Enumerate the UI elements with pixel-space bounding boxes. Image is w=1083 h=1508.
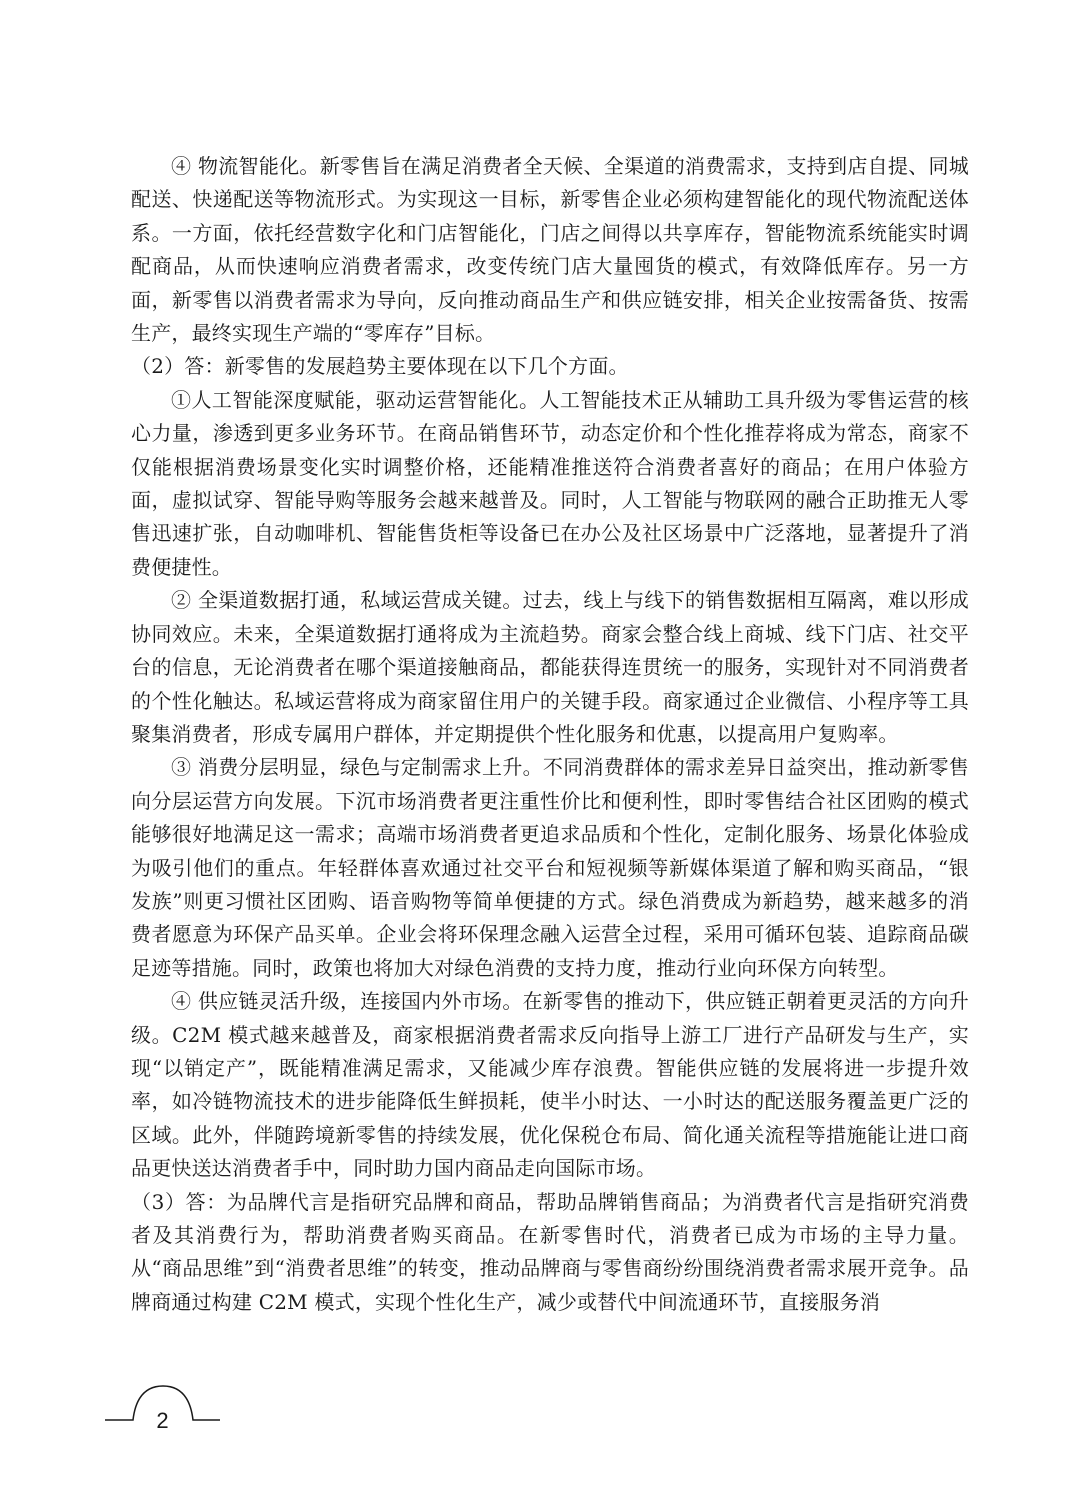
paragraph-answer-3: （3）答：为品牌代言是指研究品牌和商品，帮助品牌销售商品；为消费者代言是指研究消费者及其消费行为，帮助消费者购买商品。在新零售时代，消费者已成为市场的主导力量。从“商品思维”到“消费者思维”的转变，推动品牌商与零售商纷纷围绕消费者需求展开竞争。品牌商通过构建 C2M 模式，实现个性化生产，减少或替代中间流通环节，直接服务消 [131,1189,969,1314]
paragraph-ai-empowerment: ①人工智能深度赋能，驱动运营智能化。人工智能技术正从辅助工具升级为零售运营的核心力量，渗透到更多业务环节。在商品销售环节，动态定价和个性化推荐将成为常态，商家不仅能根据消费场景变化实时调整价格，还能精准推送符合消费者喜好的商品；在用户体验方面，虚拟试穿、智能导购等服务会越来越普及。同时，人工智能与物联网的融合正助推无人零售迅速扩张，自动咖啡机、智能售货柜等设备已在办公及社区场景中广泛落地，显著提升了消费便捷性。 [131,387,969,579]
paragraph-answer-2-heading: （2）答：新零售的发展趋势主要体现在以下几个方面。 [131,354,629,379]
body-text [131,150,969,1319]
page-number-ornament [105,1384,220,1444]
paragraph-logistics: ④ 物流智能化。新零售旨在满足消费者全天候、全渠道的消费需求，支持到店自提、同城配送、快递配送等物流形式。为实现这一目标，新零售企业必须构建智能化的现代物流配送体系。一方面，依托经营数字化和门店智能化，门店之间得以共享库存，智能物流系统能实时调配商品，从而快速响应消费者需求，改变传统门店大量囤货的模式，有效降低库存。另一方面，新零售以消费者需求为导向，反向推动商品生产和供应链安排，相关企业按需备货、按需生产，最终实现生产端的“零库存”目标。 [131,154,969,346]
paragraph-supply-chain: ④ 供应链灵活升级，连接国内外市场。在新零售的推动下，供应链正朝着更灵活的方向升级。C2M 模式越来越普及，商家根据消费者需求反向指导上游工厂进行产品研发与生产，实现“以销定产”，既能精准满足需求，又能减少库存浪费。智能供应链的发展将进一步提升效率，如冷链物流技术的进步能降低生鲜损耗，使半小时达、一小时达的配送服务覆盖更广泛的区域。此外，伴随跨境新零售的持续发展，优化保税仓布局、简化通关流程等措施能让进口商品更快送达消费者手中，同时助力国内商品走向国际市场。 [131,989,969,1181]
paragraph-consumption-tiering: ③ 消费分层明显，绿色与定制需求上升。不同消费群体的需求差异日益突出，推动新零售向分层运营方向发展。下沉市场消费者更注重性价比和便利性，即时零售结合社区团购的模式能够很好地满足这一需求；高端市场消费者更追求品质和个性化，定制化服务、场景化体验成为吸引他们的重点。年轻群体喜欢通过社交平台和短视频等新媒体渠道了解和购买商品，“银发族”则更习惯社区团购、语音购物等简单便捷的方式。绿色消费成为新趋势，越来越多的消费者愿意为环保产品买单。企业会将环保理念融入运营全过程，采用可循环包装、追踪商品碳足迹等措施。同时，政策也将加大对绿色消费的支持力度，推动行业向环保方向转型。 [131,755,969,980]
page-number: 2 [156,1408,169,1433]
paragraph-omnichannel-data: ② 全渠道数据打通，私域运营成关键。过去，线上与线下的销售数据相互隔离，难以形成协同效应。未来，全渠道数据打通将成为主流趋势。商家会整合线上商城、线下门店、社交平台的信息，无论消费者在哪个渠道接触商品，都能获得连贯统一的服务，实现针对不同消费者的个性化触达。私域运营将成为商家留住用户的关键手段。商家通过企业微信、小程序等工具聚集消费者，形成专属用户群体，并定期提供个性化服务和优惠，以提高用户复购率。 [131,588,969,746]
